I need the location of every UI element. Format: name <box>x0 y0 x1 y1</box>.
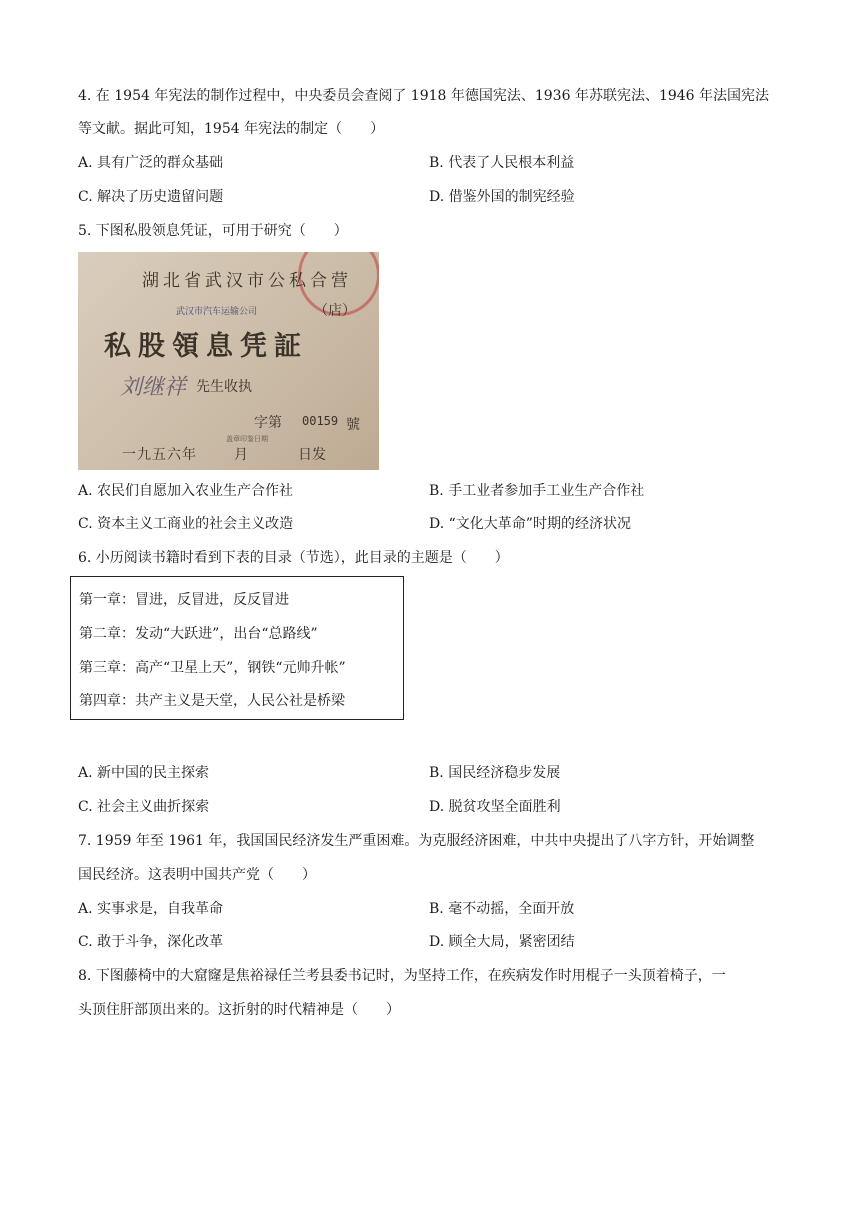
q4-option-a: A. 具有广泛的群众基础 <box>78 155 224 171</box>
cert-holder: 刘继祥 <box>120 375 187 400</box>
q6-option-a: A. 新中国的民主探索 <box>78 765 210 781</box>
q4-option-c: C. 解决了历史遗留问题 <box>78 189 224 205</box>
cert-date-year: 一九五六年 <box>122 447 197 463</box>
q7-option-d: D. 顾全大局，紧密团结 <box>429 934 575 950</box>
dividend-certificate-photo <box>78 252 379 470</box>
q7-option-b: B. 毫不动摇，全面开放 <box>429 901 575 917</box>
cert-holder-suffix: 先生收执 <box>196 379 252 395</box>
q6-option-c: C. 社会主义曲折探索 <box>78 799 210 815</box>
cert-number-prefix: 字第 <box>254 415 282 431</box>
q8-stem-line2: 头顶住肝部顶出来的。这折射的时代精神是（ ） <box>78 1002 400 1018</box>
cert-company: 武汉市汽车运输公司 <box>176 307 258 317</box>
cert-note: 盖章印鉴日期 <box>226 435 268 443</box>
cert-date-day: 日发 <box>298 447 326 463</box>
q5-stem: 5. 下图私股领息凭证，可用于研究（ ） <box>78 223 348 239</box>
q7-stem-line1: 7. 1959 年至 1961 年，我国国民经济发生严重困难。为克服经济困难，中共中央提出了八字方针，开始调整 <box>78 833 755 849</box>
q4-stem-line1: 4. 在 1954 年宪法的制作过程中，中央委员会查阅了 1918 年德国宪法、1936 年苏联宪法、1946 年法国宪法 <box>78 88 770 104</box>
q6-stem: 6. 小历阅读书籍时看到下表的目录（节选），此目录的主题是（ ） <box>78 550 509 566</box>
q7-stem-line2: 国民经济。这表明中国共产党（ ） <box>78 867 316 883</box>
q5-option-a: A. 农民们自愿加入农业生产合作社 <box>78 483 294 499</box>
q7-option-a: A. 实事求是，自我革命 <box>78 901 224 917</box>
q4-option-d: D. 借鉴外国的制宪经验 <box>429 189 575 205</box>
toc-chapter-4: 第四章：共产主义是天堂，人民公社是桥梁 <box>79 693 345 709</box>
toc-chapter-1: 第一章：冒进，反冒进，反反冒进 <box>79 592 289 608</box>
q5-option-c: C. 资本主义工商业的社会主义改造 <box>78 516 294 532</box>
toc-chapter-2: 第二章：发动“大跃进”，出台“总路线” <box>79 626 318 642</box>
cert-date-month: 月 <box>234 447 248 463</box>
q4-stem-line2: 等文献。据此可知，1954 年宪法的制定（ ） <box>78 121 385 137</box>
q5-option-d: D. “文化大革命”时期的经济状况 <box>429 516 631 532</box>
q6-option-b: B. 国民经济稳步发展 <box>429 765 561 781</box>
cert-header: 湖北省武汉市公私合营 <box>142 271 352 291</box>
cert-shop-suffix: （店） <box>314 303 356 319</box>
toc-chapter-3: 第三章：高产“卫星上天”，钢铁“元帅升帐” <box>79 660 346 676</box>
cert-number: 00159 <box>302 414 339 428</box>
cert-title: 私股領息凭証 <box>104 331 308 362</box>
q4-option-b: B. 代表了人民根本利益 <box>429 155 575 171</box>
q7-option-c: C. 敢于斗争，深化改革 <box>78 934 224 950</box>
q5-option-b: B. 手工业者参加手工业生产合作社 <box>429 483 645 499</box>
q8-stem-line1: 8. 下图藤椅中的大窟窿是焦裕禄任兰考县委书记时，为坚持工作，在疾病发作时用棍子一头顶着椅子，一 <box>78 968 726 984</box>
table-of-contents-box <box>70 576 404 720</box>
q6-option-d: D. 脱贫攻坚全面胜利 <box>429 799 561 815</box>
cert-number-suffix: 號 <box>346 417 360 433</box>
